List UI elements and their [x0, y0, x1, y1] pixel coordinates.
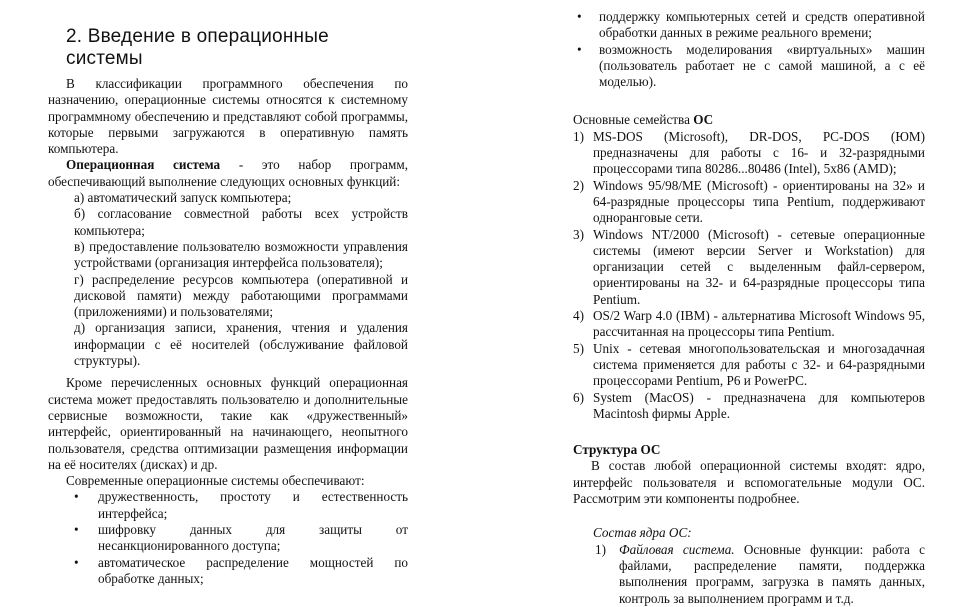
- intro-paragraph: В классификации программного обеспечения по назначению, операционные системы относятся к системному программному обеспечению и представляют собой программы, которые первыми загружаются в оперативную память компьютера.: [48, 76, 408, 157]
- family-item: [573, 390, 925, 423]
- extra-paragraph: Кроме перечисленных основных функций операционная система может предоставлять пользователю и дополнительные сервисные возможности, такие как «дружественный» интерфейс, ориентированный на начинающего, неопытного пользователя, средства оптимизации размещения информации на её носителях (дисках) и др.: [48, 375, 408, 472]
- modern-intro: Современные операционные системы обеспечивают:: [66, 473, 365, 489]
- chapter-title: 2. Введение в операционные системы: [66, 26, 329, 69]
- family-number: 2): [573, 177, 584, 193]
- definition-term: Операционная система: [66, 157, 221, 173]
- function-item-c: в) предоставление пользователю возможности управления устройствами (организация интерфейса пользователя);: [74, 238, 408, 271]
- structure-paragraph: В состав любой операционной системы входят: ядро, интерфейс пользователя и вспомогательные модули ОС. Рассмотрим эти компоненты подробнее.: [573, 458, 925, 507]
- family-item: [573, 178, 925, 227]
- family-number: 3): [573, 226, 584, 242]
- left-column: [48, 26, 408, 587]
- modern-bullet: • дружественность, простоту и естественность интерфейса;: [48, 489, 408, 522]
- structure-title-text: Структура ОС: [573, 442, 661, 458]
- kernel-title: Состав ядра ОС:: [593, 525, 692, 541]
- family-number: 4): [573, 308, 584, 324]
- families-title-text: Основные семейства: [573, 112, 694, 128]
- family-number: 5): [573, 340, 584, 356]
- continued-bullet: • поддержку компьютерных сетей и средств оперативной обработки данных в режиме реального времени;: [573, 9, 925, 42]
- right-column: [573, 9, 925, 607]
- function-item-e: д) организация записи, хранения, чтения и удаления информации с её носителей (обслуживание файловой структуры).: [74, 320, 408, 369]
- family-text: Unix - сетевая многопользовательская и многозадачная система применяется для работы с 32- и 64-разрядными процессорами Pentium, P6 и PowerPC.: [593, 340, 925, 389]
- family-number: 6): [573, 389, 584, 405]
- structure-title: [573, 442, 925, 458]
- family-item: [573, 129, 925, 178]
- families-list: [573, 129, 925, 422]
- definition-paragraph: [48, 157, 408, 190]
- families-title-os: ОС: [693, 112, 714, 128]
- kernel-item: [573, 542, 925, 607]
- function-item-a: а) автоматический запуск компьютера;: [74, 190, 292, 206]
- family-text: Windows NT/2000 (Microsoft) - сетевые операционные системы (имеют версии Server и Workstation) для организации сетей с выделенным файл-сервером, ориентированы на 32- и 64-разрядные процессоры типа Pentium.: [593, 226, 925, 307]
- family-text: MS-DOS (Microsoft), DR-DOS, PC-DOS (ЮМ) предназначены для работы с 16- и 32-разрядными процессорами типа 80286...80486 (Intel), 5x86 (AMD);: [593, 128, 925, 177]
- family-item: [573, 341, 925, 390]
- modern-bullet: • шифровку данных для защиты от несанкционированного доступа;: [48, 522, 408, 555]
- kernel-number: 1): [595, 541, 606, 557]
- family-number: 1): [573, 128, 584, 144]
- family-text: System (MacOS) - предназначена для компьютеров Macintosh фирмы Apple.: [593, 389, 925, 421]
- family-text: OS/2 Warp 4.0 (IBM) - альтернатива Microsoft Windows 95, рассчитанная на процессоры типа Pentium.: [593, 308, 925, 340]
- family-item: [573, 227, 925, 308]
- family-item: [573, 308, 925, 341]
- kernel-term: Файловая система.: [619, 541, 735, 557]
- continued-bullet: • возможность моделирования «виртуальных» машин (пользователь работает не с самой машиной, а с её моделью).: [573, 42, 925, 91]
- function-item-d: г) распределение ресурсов компьютера (оперативной и дисковой памяти) между работающими программами (приложениями) и пользователями;: [74, 271, 408, 320]
- modern-bullet: • автоматическое распределение мощностей по обработке данных;: [48, 555, 408, 588]
- definition-text: - это набор программ, обеспечивающий выполнение следующих основных функций:: [48, 157, 408, 189]
- kernel-text: Основные функции: работа с файлами, распределение памяти, поддержка выполнения программ, загрузка в память данных, контроль за выполнением программ и т.д.: [619, 541, 926, 606]
- family-text: Windows 95/98/ME (Microsoft) - ориентированы на 32» и 64-разрядные процессоры типа Pentium, поддерживают одноранговые сети.: [593, 177, 925, 226]
- families-title: [573, 112, 925, 128]
- function-item-b: б) согласование совместной работы всех устройств компьютера;: [74, 206, 408, 238]
